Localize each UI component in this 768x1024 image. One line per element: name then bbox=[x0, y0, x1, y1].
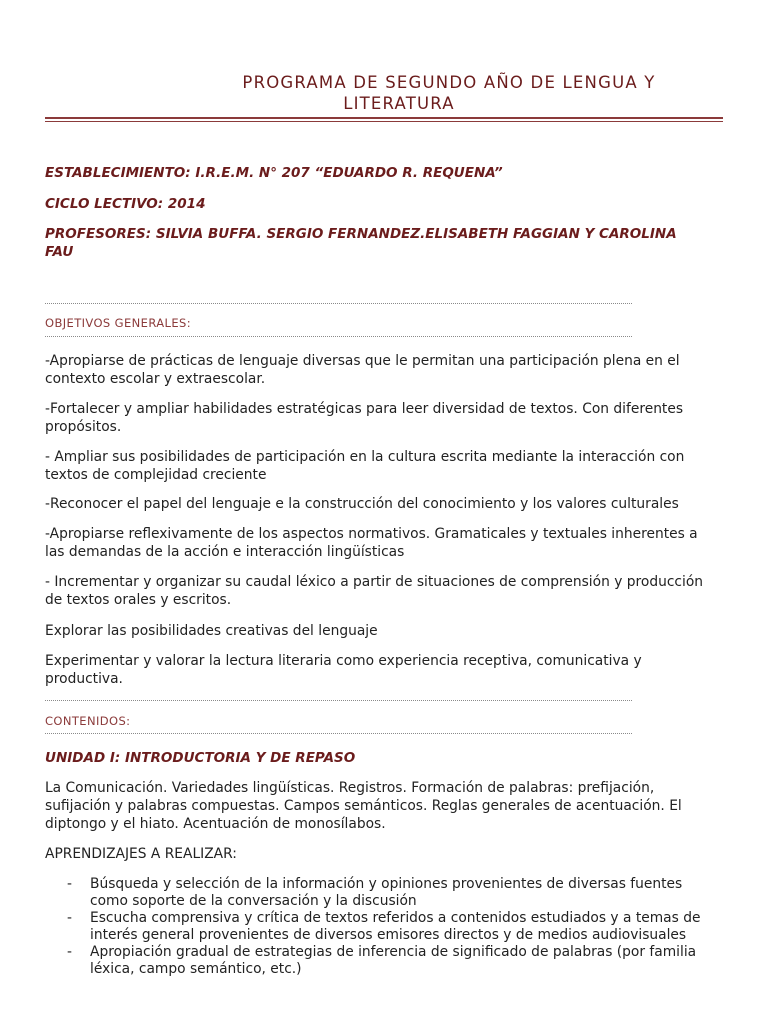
profesores-line: PROFESORES: SILVIA BUFFA. SERGIO FERNANDEZ.ELISABETH FAGGIAN Y CAROLINA FAU bbox=[45, 226, 677, 260]
dotted-divider bbox=[45, 303, 632, 304]
objetivos-heading: OBJETIVOS GENERALES: bbox=[45, 316, 191, 330]
page-title bbox=[45, 72, 723, 114]
objetivo-item: - Ampliar sus posibilidades de participación en la cultura escrita mediante la interacción con textos de complejidad creciente bbox=[45, 449, 685, 483]
objetivo-item: -Reconocer el papel del lenguaje e la construcción del conocimiento y los valores culturales bbox=[45, 496, 679, 512]
objetivo-item: Explorar las posibilidades creativas del lenguaje bbox=[45, 623, 378, 639]
title-line-1: PROGRAMA DE SEGUNDO AÑO DE LENGUA Y bbox=[242, 73, 656, 92]
dotted-divider bbox=[45, 336, 632, 337]
objetivo-item: Experimentar y valorar la lectura literaria como experiencia receptiva, comunicativa y productiva. bbox=[45, 653, 642, 687]
list-item: - Apropiación gradual de estrategias de inferencia de significado de palabras (por familia léxica, campo semántico, etc.) bbox=[67, 944, 697, 977]
dotted-divider bbox=[45, 733, 632, 734]
title-double-rule bbox=[45, 117, 723, 122]
aprendizajes-heading: APRENDIZAJES A REALIZAR: bbox=[45, 846, 237, 862]
dotted-divider bbox=[45, 700, 632, 701]
objetivo-item: -Fortalecer y ampliar habilidades estratégicas para leer diversidad de textos. Con diferentes propósitos. bbox=[45, 401, 684, 435]
list-item: - Búsqueda y selección de la información y opiniones provenientes de diversas fuentes como soporte de la conversación y la discusión bbox=[67, 876, 683, 909]
unit-title: UNIDAD I: INTRODUCTORIA Y DE REPASO bbox=[45, 750, 356, 766]
objetivo-item: - Incrementar y organizar su caudal léxico a partir de situaciones de comprensión y producción de textos orales y escritos. bbox=[45, 574, 704, 608]
title-line-2: LITERATURA bbox=[343, 94, 455, 113]
unit-content: La Comunicación. Variedades lingüísticas. Registros. Formación de palabras: prefijación, sufijación y palabras compuestas. Campos semánticos. Reglas generales de acentuación. El diptongo y el hiato. Acentuación de monosílabos. bbox=[45, 780, 682, 832]
objetivo-item: -Apropiarse reflexivamente de los aspectos normativos. Gramaticales y textuales inherentes a las demandas de la acción e interacción lingüísticas bbox=[45, 526, 698, 560]
aprendizajes-list bbox=[45, 876, 710, 978]
objetivo-item: -Apropiarse de prácticas de lenguaje diversas que le permitan una participación plena en el contexto escolar y extraescolar. bbox=[45, 353, 680, 387]
list-item: - Escucha comprensiva y crítica de textos referidos a contenidos estudiados y a temas de interés general provenientes de diversos emisores directos y de medios audiovisuales bbox=[67, 910, 701, 943]
contenidos-heading: CONTENIDOS: bbox=[45, 714, 131, 728]
ciclo-lectivo-line: CICLO LECTIVO: 2014 bbox=[45, 196, 206, 212]
establecimiento-line: ESTABLECIMIENTO: I.R.E.M. N° 207 “EDUARDO R. REQUENA” bbox=[45, 165, 503, 181]
